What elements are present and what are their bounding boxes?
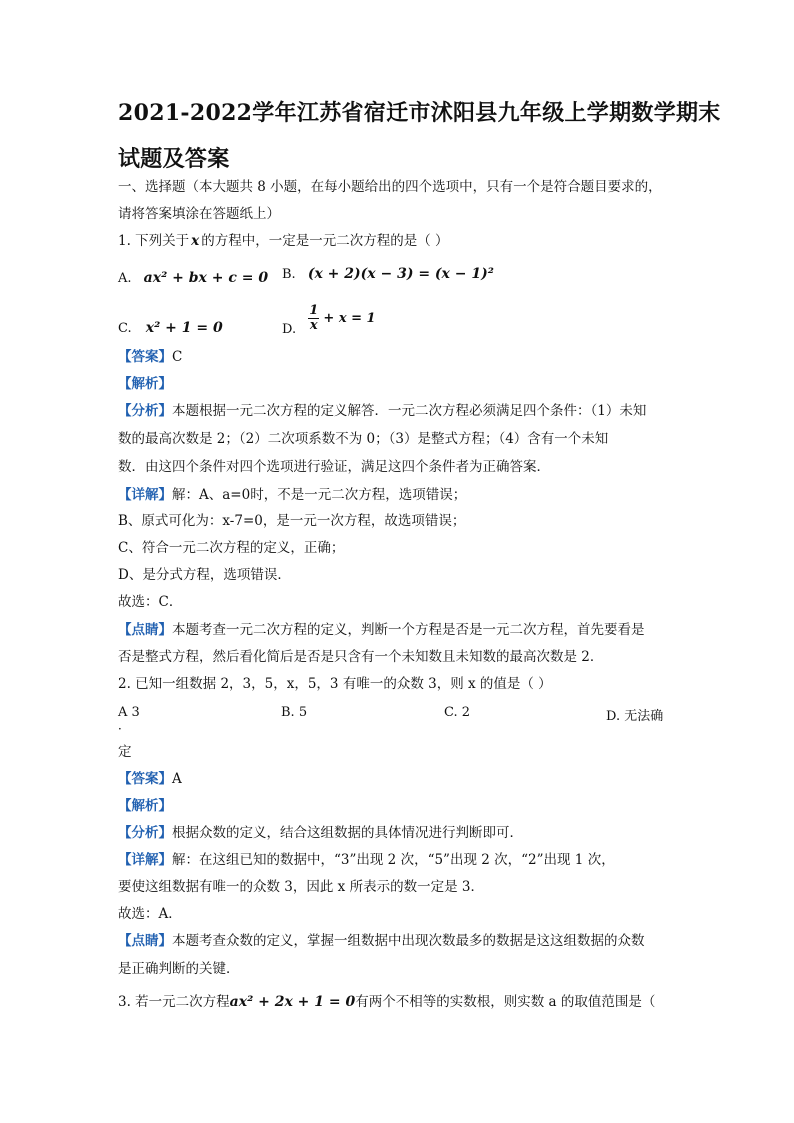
q1-dianjing-tag: 【点睛】 [118,622,172,638]
document-title-line-2: 试题及答案 [118,146,230,172]
q1-stem-variable: x [191,233,200,249]
q2-dianjing-tag: 【点睛】 [118,933,172,949]
q1-option-d [282,300,376,337]
q1-fenxi-text-1: 本题根据一元二次方程的定义解答．一元二次方程必须满足四个条件：（1）未知 [172,403,647,419]
q1-fenxi-line-1 [118,402,646,420]
q1-xiangjie-text-1: 解：A、a=0时，不是一元二次方程，选项错误； [172,487,467,503]
q2-option-d: D. 无法确 [606,709,664,724]
q1-option-c-label: C. [118,321,132,336]
q1-xiangjie-line-3: C、符合一元二次方程的定义，正确； [118,540,345,556]
q2-option-a-text: A 3 [118,705,140,720]
q2-option-c: C. 2 [444,705,471,720]
document-title-line-1: 2021-2022学年江苏省宿迁市沭阳县九年级上学期数学期末 [118,100,721,126]
q2-dianjing-text-1: 本题考查众数的定义，掌握一组数据中出现次数最多的数据是这这组数据的众数 [172,933,645,949]
q1-analysis-tag [118,375,172,393]
q2-analysis-label: 【解析】 [118,798,172,814]
q1-answer-tag: 【答案】 [118,349,172,365]
q1-dianjing-line-2: 否是整式方程，然后看化简后是否是只含有一个未知数且未知数的最高次数是 2． [118,649,604,665]
q1-xiangjie-line-1 [118,486,466,504]
q2-stem: 2. 已知一组数据 2，3，5，x，5，3 有唯一的众数 3，则 x 的值是（ ） [118,676,552,692]
q1-option-a-label: A. [118,271,132,286]
q1-option-d-fraction [308,304,319,333]
section-heading-line-2: 请将答案填涂在答题纸上） [118,206,280,222]
q1-answer-value: C [172,349,183,365]
q2-fenxi-line-1 [118,824,523,842]
q1-stem [118,232,449,250]
q2-choice: 故选：A． [118,906,182,922]
q2-xiangjie-text-1: 解：在这组已知的数据中，“3”出现 2 次，“5”出现 2 次，“2”出现 1 次， [172,852,615,868]
q2-option-b: B. 5 [281,705,308,720]
q1-option-d-denominator: x [309,318,318,333]
q2-dianjing-line-1 [118,932,645,950]
q2-answer-tag: 【答案】 [118,771,172,787]
q2-option-a-dot: ． [118,718,131,732]
q1-stem-suffix: 的方程中，一定是一元二次方程的是（ ） [201,233,449,249]
q2-dianjing-line-2: 是正确判断的关键． [118,961,240,977]
q2-fenxi-tag: 【分析】 [118,825,172,841]
q2-analysis-tag [118,797,172,815]
q1-answer [118,348,182,366]
q1-option-b-label: B. [282,267,296,282]
q2-xiangjie-tag: 【详解】 [118,852,172,868]
q3-stem-math: ax² + 2x + 1 = 0 [229,994,356,1010]
q1-xiangjie-line-4: D、是分式方程，选项错误． [118,567,291,583]
q1-option-b-math: (x + 2)(x − 3) = (x − 1)² [307,266,494,282]
section-heading-line-1: 一、选择题（本大题共 8 小题，在每小题给出的四个选项中，只有一个是符合题目要求的， [118,179,662,195]
q1-option-d-numerator: 1 [309,303,319,318]
q1-dianjing-text-1: 本题考查一元二次方程的定义，判断一个方程是否是一元二次方程，首先要看是 [172,622,645,638]
q1-choice: 故选：C． [118,594,183,610]
q2-xiangjie-line-2: 要使这组数据有唯一的众数 3，因此 x 所表示的数一定是 3． [118,879,484,895]
q3-stem [118,993,655,1011]
q1-option-b [282,266,494,282]
q1-dianjing-line-1 [118,621,645,639]
q1-option-d-rest: + x = 1 [323,311,376,326]
q1-fenxi-tag: 【分析】 [118,403,172,419]
q1-option-a-math: ax² + bx + c = 0 [143,270,269,286]
q1-stem-prefix: 1. 下列关于 [118,233,190,249]
q1-option-c [118,320,223,336]
q1-fenxi-line-2: 数的最高次数是 2；（2）二次项系数不为 0；（3）是整式方程；（4）含有一个未知 [118,431,609,447]
q3-stem-suffix: 有两个不相等的实数根，则实数 a 的取值范围是（ [355,994,656,1010]
q1-option-c-math: x² + 1 = 0 [145,320,223,336]
q2-answer-value: A [172,771,182,787]
q2-fenxi-text-1: 根据众数的定义，结合这组数据的具体情况进行判断即可． [172,825,523,841]
q1-analysis-label: 【解析】 [118,376,172,392]
q3-stem-prefix: 3. 若一元二次方程 [118,994,230,1010]
q1-xiangjie-line-2: B、原式可化为：x-7=0，是一元一次方程，故选项错误； [118,513,466,529]
q1-option-d-label: D. [282,322,297,337]
q1-fenxi-line-3: 数．由这四个条件对四个选项进行验证，满足这四个条件者为正确答案． [118,459,550,475]
q1-xiangjie-tag: 【详解】 [118,487,172,503]
q2-xiangjie-line-1 [118,851,615,869]
q1-option-a [118,270,268,286]
q2-answer [118,770,182,788]
q2-option-d-continued: 定 [118,744,132,760]
